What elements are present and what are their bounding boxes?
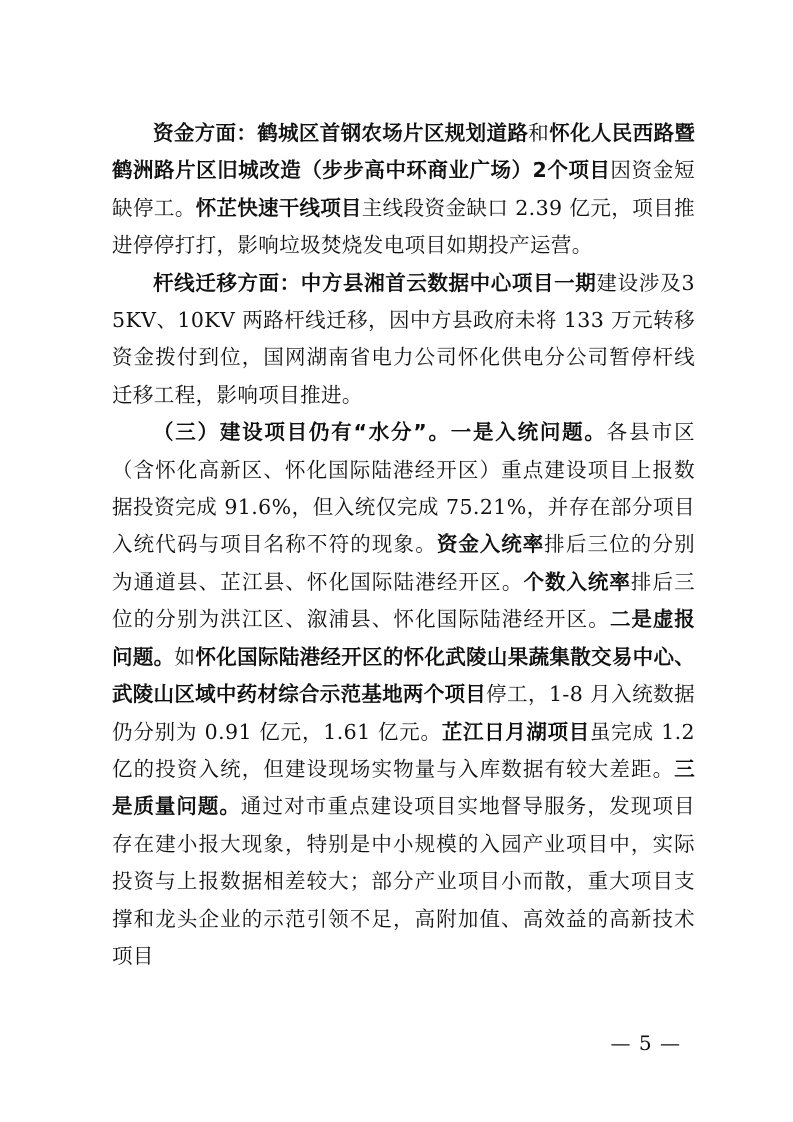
text-segment: 怀化人民西路暨鹤洲路片区旧城改造（步步高中环商业广场）2个项目 (112, 121, 695, 183)
text-segment: （三）建设项目仍有“水分”。一是入统问题。 (153, 420, 607, 445)
text-segment: 如 (174, 644, 196, 669)
text-segment: 杆线迁移方面：中方县湘首云数据中心项目一期 (153, 270, 597, 295)
text-segment: 怀芷快速干线项目 (195, 195, 362, 220)
paragraph-pole-line-migration (112, 265, 695, 415)
text-segment: 和 (528, 121, 550, 145)
text-segment: 通过对市重点建设项目实地督导服务，发现项目存在建小报大现象，特别是中小规模的入园产业项目中，实际投资与上报数据相差较大；部分产业项目小而散，重大项目支撑和龙头企业的示范引领不足，高附加值、高效益的高新技术项目 (112, 794, 695, 968)
paragraph-inflated-data (112, 414, 695, 975)
text-segment: 各县市区（含怀化高新区、怀化国际陆港经开区）重点建设项目上报数据投资完成 91.6%，但入统仅完成 75.21%，并存在部分项目入统代码与项目名称不符的现象。 (112, 420, 695, 557)
text-segment: 资金入统率 (436, 532, 545, 557)
paragraph-funding (112, 115, 695, 265)
text-segment: 因资金短缺停工。 (112, 158, 696, 220)
text-segment: 排后三位的分别为洪江区、溆浦县、怀化国际陆港经开区。 (112, 569, 696, 632)
text-segment: 停工，1-8 月入统数据仍分别为 0.91 亿元，1.61 亿元。 (112, 682, 695, 744)
text-segment: 资金方面：鹤城区首钢农场片区规划道路 (153, 121, 529, 145)
text-segment: 排后三位的分别为通道县、芷江县、怀化国际陆港经开区。 (112, 532, 695, 594)
text-segment: 三是质量问题。 (112, 756, 695, 819)
text-segment: 二是虚报问题。 (112, 607, 695, 669)
text-segment: 建设涉及35KV、10KV 两路杆线迁移，因中方县政府未将 133 万元转移资金拨付到位，国网湖南省电力公司怀化供电分公司暂停杆线迁移工程，影响项目推进。 (112, 270, 695, 407)
page-number: — 5 — (610, 1031, 681, 1055)
text-segment: 怀化国际陆港经开区的怀化武陵山果蔬集散交易中心、武陵山区域中药材综合示范基地两个项目 (112, 644, 695, 707)
text-segment: 个数入统率 (523, 569, 631, 594)
text-segment: 主线段资金缺口 2.39 亿元，项目推进停停打打，影响垃圾焚烧发电项目如期投产运营。 (112, 195, 696, 258)
text-segment: 芷江日月湖项目 (441, 719, 590, 744)
text-segment: 虽完成 1.2 亿的投资入统，但建设现场实物量与入库数据有较大差距。 (112, 719, 695, 781)
body-text (112, 115, 695, 975)
